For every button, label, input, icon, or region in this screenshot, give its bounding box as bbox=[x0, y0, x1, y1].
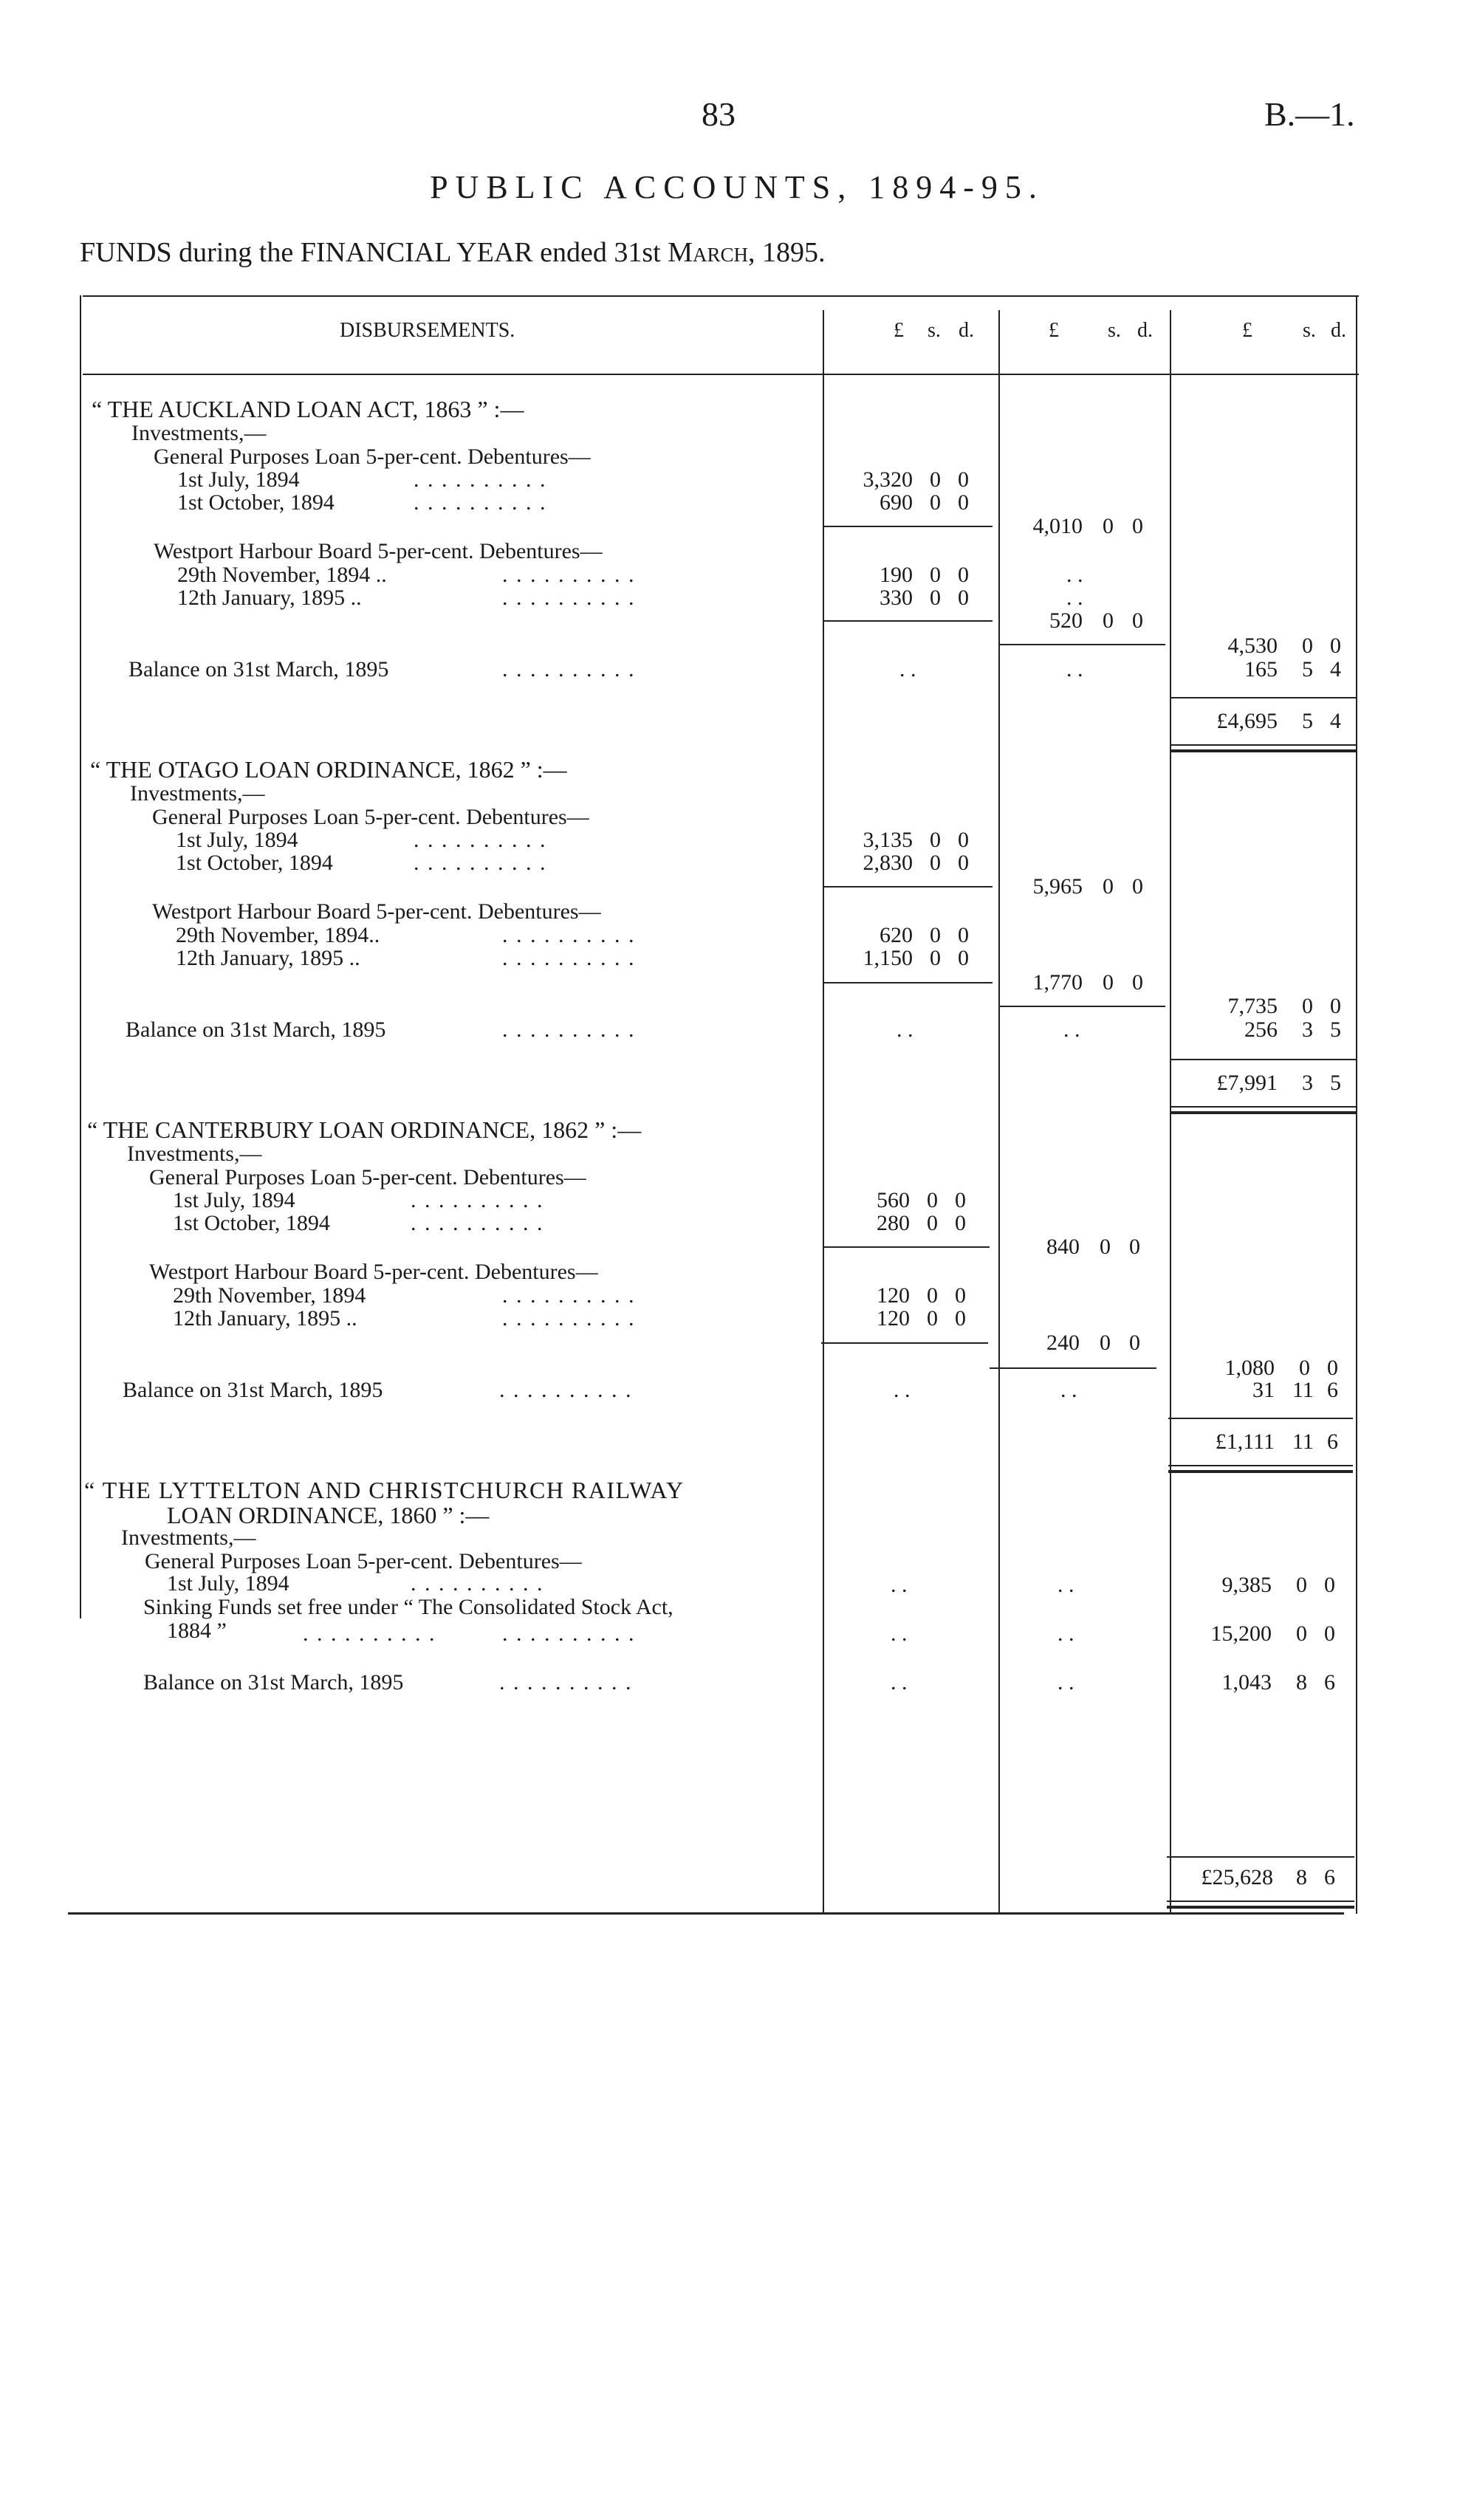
section-total-pence: 6 bbox=[1327, 1429, 1338, 1454]
sum-rule bbox=[1000, 1006, 1165, 1007]
grand-total-pounds: £25,628 bbox=[1201, 1865, 1273, 1889]
amount-pounds: 690 bbox=[880, 490, 913, 515]
subtotal-rule bbox=[824, 982, 993, 983]
date-label: 12th January, 1895 .. bbox=[176, 946, 360, 970]
amount-pence: 0 bbox=[958, 923, 969, 947]
amount-shillings: 0 bbox=[930, 828, 941, 852]
header-col2-shillings: s. bbox=[1108, 319, 1121, 342]
amount-pounds: 620 bbox=[880, 923, 913, 947]
amount-pounds: 120 bbox=[877, 1306, 910, 1331]
balance-shillings: 5 bbox=[1302, 657, 1313, 682]
amount-shillings: 0 bbox=[930, 490, 941, 515]
westport-label: Westport Harbour Board 5-per-cent. Debentures— bbox=[152, 899, 601, 924]
subtotal-shillings: 0 bbox=[1103, 514, 1114, 538]
grand-total-rule bbox=[1167, 1856, 1354, 1858]
sum-rule bbox=[990, 1367, 1156, 1369]
header-col2-pounds: £ bbox=[1049, 319, 1059, 342]
leader-dots: . . . . . . . . . . bbox=[502, 1621, 636, 1646]
amount-pence: 0 bbox=[958, 828, 969, 852]
date-label: 1st October, 1894 bbox=[173, 1211, 330, 1235]
leader-dots: . . . . . . . . . . bbox=[411, 1211, 544, 1235]
date-label: 1st July, 1894 bbox=[177, 467, 300, 492]
sum-rule bbox=[1000, 644, 1165, 645]
leader-dots: . . . . . . . . . . bbox=[502, 586, 636, 610]
subtitle-suffix: , 1895. bbox=[748, 237, 826, 268]
date-label: 29th November, 1894 .. bbox=[177, 563, 387, 587]
amount-shillings: 0 bbox=[1296, 1621, 1307, 1646]
subtotal-pounds: 4,010 bbox=[1032, 514, 1083, 538]
header-col1-pounds: £ bbox=[894, 319, 904, 342]
total-rule bbox=[1168, 1418, 1353, 1419]
amount-pounds: 120 bbox=[877, 1283, 910, 1308]
amount-pence: 0 bbox=[1324, 1573, 1335, 1597]
header-col2-pence: d. bbox=[1137, 319, 1153, 342]
amount-shillings: 0 bbox=[930, 467, 941, 492]
sum-pence: 0 bbox=[1327, 1356, 1338, 1380]
empty-mark: . . bbox=[1066, 657, 1083, 682]
sum-pence: 0 bbox=[1330, 994, 1341, 1018]
empty-mark: . . bbox=[891, 1621, 908, 1646]
total-double-rule bbox=[1171, 749, 1356, 752]
amount-pounds: 9,385 bbox=[1221, 1573, 1272, 1597]
grand-total-double-rule bbox=[1167, 1906, 1354, 1909]
empty-mark: . . bbox=[891, 1670, 908, 1695]
table-bottom-rule bbox=[68, 1912, 1344, 1915]
section-total-pence: 4 bbox=[1330, 709, 1341, 733]
westport-label: Westport Harbour Board 5-per-cent. Debentures— bbox=[149, 1260, 598, 1284]
section-heading-line2: LOAN ORDINANCE, 1860 ” :— bbox=[167, 1502, 490, 1528]
leader-dots: . . . . . . . . . . bbox=[502, 1306, 636, 1331]
amount-shillings: 0 bbox=[927, 1211, 938, 1235]
total-double-rule bbox=[1171, 1106, 1356, 1108]
balance-pounds: 31 bbox=[1252, 1378, 1275, 1402]
section-heading-line1: “ THE LYTTELTON AND CHRISTCHURCH RAILWAY bbox=[84, 1477, 685, 1503]
empty-mark: . . bbox=[1060, 1378, 1077, 1402]
empty-mark: . . bbox=[897, 1017, 913, 1042]
subtotal-pence: 0 bbox=[1129, 1235, 1140, 1259]
leader-dots: . . . . . . . . . . bbox=[414, 851, 547, 875]
leader-dots: . . . . . . . . . . bbox=[502, 946, 636, 970]
sum-pence: 0 bbox=[1330, 634, 1341, 658]
date-label: 1st July, 1894 bbox=[176, 828, 298, 852]
amount-pence: 0 bbox=[958, 946, 969, 970]
investments-label: Investments,— bbox=[127, 1141, 262, 1166]
subtotal-shillings: 0 bbox=[1103, 608, 1114, 633]
investments-label: Investments,— bbox=[121, 1525, 256, 1550]
amount-shillings: 0 bbox=[927, 1188, 938, 1212]
date-label: 29th November, 1894 bbox=[173, 1283, 366, 1308]
empty-mark: . . bbox=[1057, 1670, 1074, 1695]
balance-label: Balance on 31st March, 1895 bbox=[126, 1017, 386, 1042]
balance-pounds: 1,043 bbox=[1221, 1670, 1272, 1695]
amount-shillings: 0 bbox=[930, 563, 941, 587]
amount-pence: 0 bbox=[958, 851, 969, 875]
balance-pence: 4 bbox=[1330, 657, 1341, 682]
date-label: 29th November, 1894.. bbox=[176, 923, 380, 947]
leader-dots: . . . . . . . . . . bbox=[499, 1378, 633, 1402]
subtotal-rule bbox=[824, 526, 993, 527]
header-col1-pence: d. bbox=[959, 319, 974, 342]
empty-mark: . . bbox=[1057, 1573, 1074, 1597]
amount-pence: 0 bbox=[958, 490, 969, 515]
balance-label: Balance on 31st March, 1895 bbox=[128, 657, 389, 682]
date-label: 12th January, 1895 .. bbox=[177, 586, 362, 610]
subtotal-shillings: 0 bbox=[1100, 1331, 1111, 1355]
sum-shillings: 0 bbox=[1302, 994, 1313, 1018]
subtotal-pounds: 520 bbox=[1049, 608, 1083, 633]
col-rule-2 bbox=[998, 310, 1000, 1912]
subtotal-pence: 0 bbox=[1132, 970, 1143, 995]
subtotal-pounds: 840 bbox=[1046, 1235, 1080, 1259]
subtotal-rule bbox=[824, 886, 993, 888]
amount-pence: 0 bbox=[955, 1306, 966, 1331]
col-rule-1 bbox=[823, 310, 824, 1912]
right-rule bbox=[1356, 295, 1357, 1914]
sum-pounds: 4,530 bbox=[1227, 634, 1278, 658]
header-col3-pence: d. bbox=[1331, 319, 1346, 342]
gp-loan-label: General Purposes Loan 5-per-cent. Debentures— bbox=[152, 805, 589, 829]
sum-shillings: 0 bbox=[1299, 1356, 1310, 1380]
amount-pounds: 15,200 bbox=[1210, 1621, 1272, 1646]
section-total-pounds: £4,695 bbox=[1216, 709, 1278, 733]
section-total-pounds: £7,991 bbox=[1216, 1071, 1278, 1095]
section-heading: “ THE OTAGO LOAN ORDINANCE, 1862 ” :— bbox=[90, 756, 567, 783]
amount-pounds: 3,135 bbox=[863, 828, 913, 852]
header-col3-pounds: £ bbox=[1242, 319, 1252, 342]
page-number: 83 bbox=[702, 95, 736, 133]
gp-loan-label: General Purposes Loan 5-per-cent. Debentures— bbox=[154, 444, 591, 469]
amount-pence: 0 bbox=[955, 1283, 966, 1308]
amount-pounds: 3,320 bbox=[863, 467, 913, 492]
amount-shillings: 0 bbox=[1296, 1573, 1307, 1597]
balance-pounds: 256 bbox=[1244, 1017, 1278, 1042]
amount-pence: 0 bbox=[958, 563, 969, 587]
balance-shillings: 11 bbox=[1292, 1378, 1314, 1402]
section-total-shillings: 5 bbox=[1302, 709, 1313, 733]
page-subtitle bbox=[80, 236, 826, 269]
balance-pounds: 165 bbox=[1244, 657, 1278, 682]
gp-loan-label: General Purposes Loan 5-per-cent. Debentures— bbox=[149, 1165, 586, 1189]
total-double-rule bbox=[1168, 1465, 1353, 1466]
leader-dots: . . . . . . . . . . bbox=[502, 923, 636, 947]
sinking-fund-label-line2: 1884 ” bbox=[167, 1618, 227, 1643]
date-label: 12th January, 1895 .. bbox=[173, 1306, 357, 1331]
document-reference: B.—1. bbox=[1264, 95, 1355, 133]
amount-pence: 0 bbox=[955, 1211, 966, 1235]
leader-dots: . . . . . . . . . . bbox=[502, 1283, 636, 1308]
amount-shillings: 0 bbox=[927, 1306, 938, 1331]
empty-mark: . . bbox=[1066, 586, 1083, 610]
leader-dots: . . . . . . . . . . bbox=[502, 1017, 636, 1042]
table-top-rule bbox=[83, 295, 1359, 297]
subtotal-pounds: 5,965 bbox=[1032, 874, 1083, 899]
subtotal-rule bbox=[824, 620, 993, 622]
balance-pence: 5 bbox=[1330, 1017, 1341, 1042]
grand-total-double-rule bbox=[1167, 1901, 1354, 1902]
amount-pounds: 190 bbox=[880, 563, 913, 587]
subtotal-pounds: 240 bbox=[1046, 1331, 1080, 1355]
left-rule bbox=[80, 295, 81, 1618]
amount-pounds: 280 bbox=[877, 1211, 910, 1235]
sum-shillings: 0 bbox=[1302, 634, 1313, 658]
leader-dots: . . . . . . . . . . bbox=[411, 1571, 544, 1596]
amount-shillings: 0 bbox=[930, 586, 941, 610]
total-rule bbox=[1171, 1059, 1356, 1060]
subtotal-pounds: 1,770 bbox=[1032, 970, 1083, 995]
amount-shillings: 0 bbox=[930, 851, 941, 875]
subtotal-rule bbox=[824, 1246, 990, 1248]
westport-label: Westport Harbour Board 5-per-cent. Debentures— bbox=[154, 539, 603, 563]
header-disbursements: DISBURSEMENTS. bbox=[340, 319, 515, 342]
section-total-pounds: £1,111 bbox=[1215, 1429, 1275, 1454]
page-title: PUBLIC ACCOUNTS, 1894-95. bbox=[430, 169, 1044, 205]
header-bottom-rule bbox=[83, 374, 1359, 375]
leader-dots: . . . . . . . . . . bbox=[414, 490, 547, 515]
leader-dots: . . . . . . . . . . bbox=[499, 1670, 633, 1695]
subtitle-prefix: FUNDS during the FINANCIAL YEAR ended 31st bbox=[80, 237, 668, 268]
date-label: 1st October, 1894 bbox=[177, 490, 335, 515]
grand-total-pence: 6 bbox=[1324, 1865, 1335, 1889]
balance-pence: 6 bbox=[1327, 1378, 1338, 1402]
balance-label: Balance on 31st March, 1895 bbox=[143, 1670, 404, 1695]
amount-pence: 0 bbox=[1324, 1621, 1335, 1646]
subtotal-shillings: 0 bbox=[1100, 1235, 1111, 1259]
amount-shillings: 0 bbox=[927, 1283, 938, 1308]
leader-dots: . . . . . . . . . . bbox=[502, 563, 636, 587]
leader-dots: . . . . . . . . . . bbox=[414, 828, 547, 852]
amount-pounds: 1,150 bbox=[863, 946, 913, 970]
amount-pence: 0 bbox=[958, 467, 969, 492]
sum-pounds: 1,080 bbox=[1224, 1356, 1275, 1380]
total-double-rule bbox=[1168, 1470, 1353, 1473]
total-double-rule bbox=[1171, 744, 1356, 746]
empty-mark: . . bbox=[891, 1573, 908, 1597]
empty-mark: . . bbox=[899, 657, 916, 682]
leader-dots: . . . . . . . . . . bbox=[502, 657, 636, 682]
section-heading: “ THE AUCKLAND LOAN ACT, 1863 ” :— bbox=[92, 396, 524, 422]
grand-total-shillings: 8 bbox=[1296, 1865, 1307, 1889]
amount-pounds: 560 bbox=[877, 1188, 910, 1212]
date-label: 1st July, 1894 bbox=[173, 1188, 295, 1212]
total-double-rule bbox=[1171, 1111, 1356, 1114]
leader-dots: . . . . . . . . . . bbox=[414, 467, 547, 492]
amount-pounds: 2,830 bbox=[863, 851, 913, 875]
investments-label: Investments,— bbox=[130, 781, 265, 806]
sum-pounds: 7,735 bbox=[1227, 994, 1278, 1018]
balance-pence: 6 bbox=[1324, 1670, 1335, 1695]
leader-dots: . . . . . . . . . . bbox=[303, 1621, 436, 1646]
balance-shillings: 3 bbox=[1302, 1017, 1313, 1042]
subtotal-pence: 0 bbox=[1129, 1331, 1140, 1355]
amount-pence: 0 bbox=[958, 586, 969, 610]
balance-label: Balance on 31st March, 1895 bbox=[123, 1378, 383, 1402]
subtotal-pence: 0 bbox=[1132, 874, 1143, 899]
header-col3-shillings: s. bbox=[1303, 319, 1316, 342]
subtotal-pence: 0 bbox=[1132, 608, 1143, 633]
subtotal-pence: 0 bbox=[1132, 514, 1143, 538]
empty-mark: . . bbox=[894, 1378, 911, 1402]
subtotal-rule bbox=[821, 1342, 988, 1344]
empty-mark: . . bbox=[1066, 563, 1083, 587]
subtotal-shillings: 0 bbox=[1103, 874, 1114, 899]
sinking-fund-label-line1: Sinking Funds set free under “ The Consolidated Stock Act, bbox=[143, 1595, 673, 1619]
date-label: 1st October, 1894 bbox=[176, 851, 333, 875]
gp-loan-label: General Purposes Loan 5-per-cent. Debentures— bbox=[145, 1549, 582, 1573]
date-label: 1st July, 1894 bbox=[167, 1571, 289, 1596]
header-col1-shillings: s. bbox=[928, 319, 941, 342]
section-total-pence: 5 bbox=[1330, 1071, 1341, 1095]
amount-pounds: 330 bbox=[880, 586, 913, 610]
amount-shillings: 0 bbox=[930, 946, 941, 970]
leader-dots: . . . . . . . . . . bbox=[411, 1188, 544, 1212]
section-total-shillings: 3 bbox=[1302, 1071, 1313, 1095]
subtitle-month: March bbox=[668, 237, 749, 268]
balance-shillings: 8 bbox=[1296, 1670, 1307, 1695]
subtotal-shillings: 0 bbox=[1103, 970, 1114, 995]
investments-label: Investments,— bbox=[131, 421, 267, 445]
empty-mark: . . bbox=[1063, 1017, 1080, 1042]
amount-shillings: 0 bbox=[930, 923, 941, 947]
section-total-shillings: 11 bbox=[1292, 1429, 1314, 1454]
amount-pence: 0 bbox=[955, 1188, 966, 1212]
total-rule bbox=[1171, 697, 1356, 698]
empty-mark: . . bbox=[1057, 1621, 1074, 1646]
section-heading: “ THE CANTERBURY LOAN ORDINANCE, 1862 ” :— bbox=[87, 1116, 642, 1143]
